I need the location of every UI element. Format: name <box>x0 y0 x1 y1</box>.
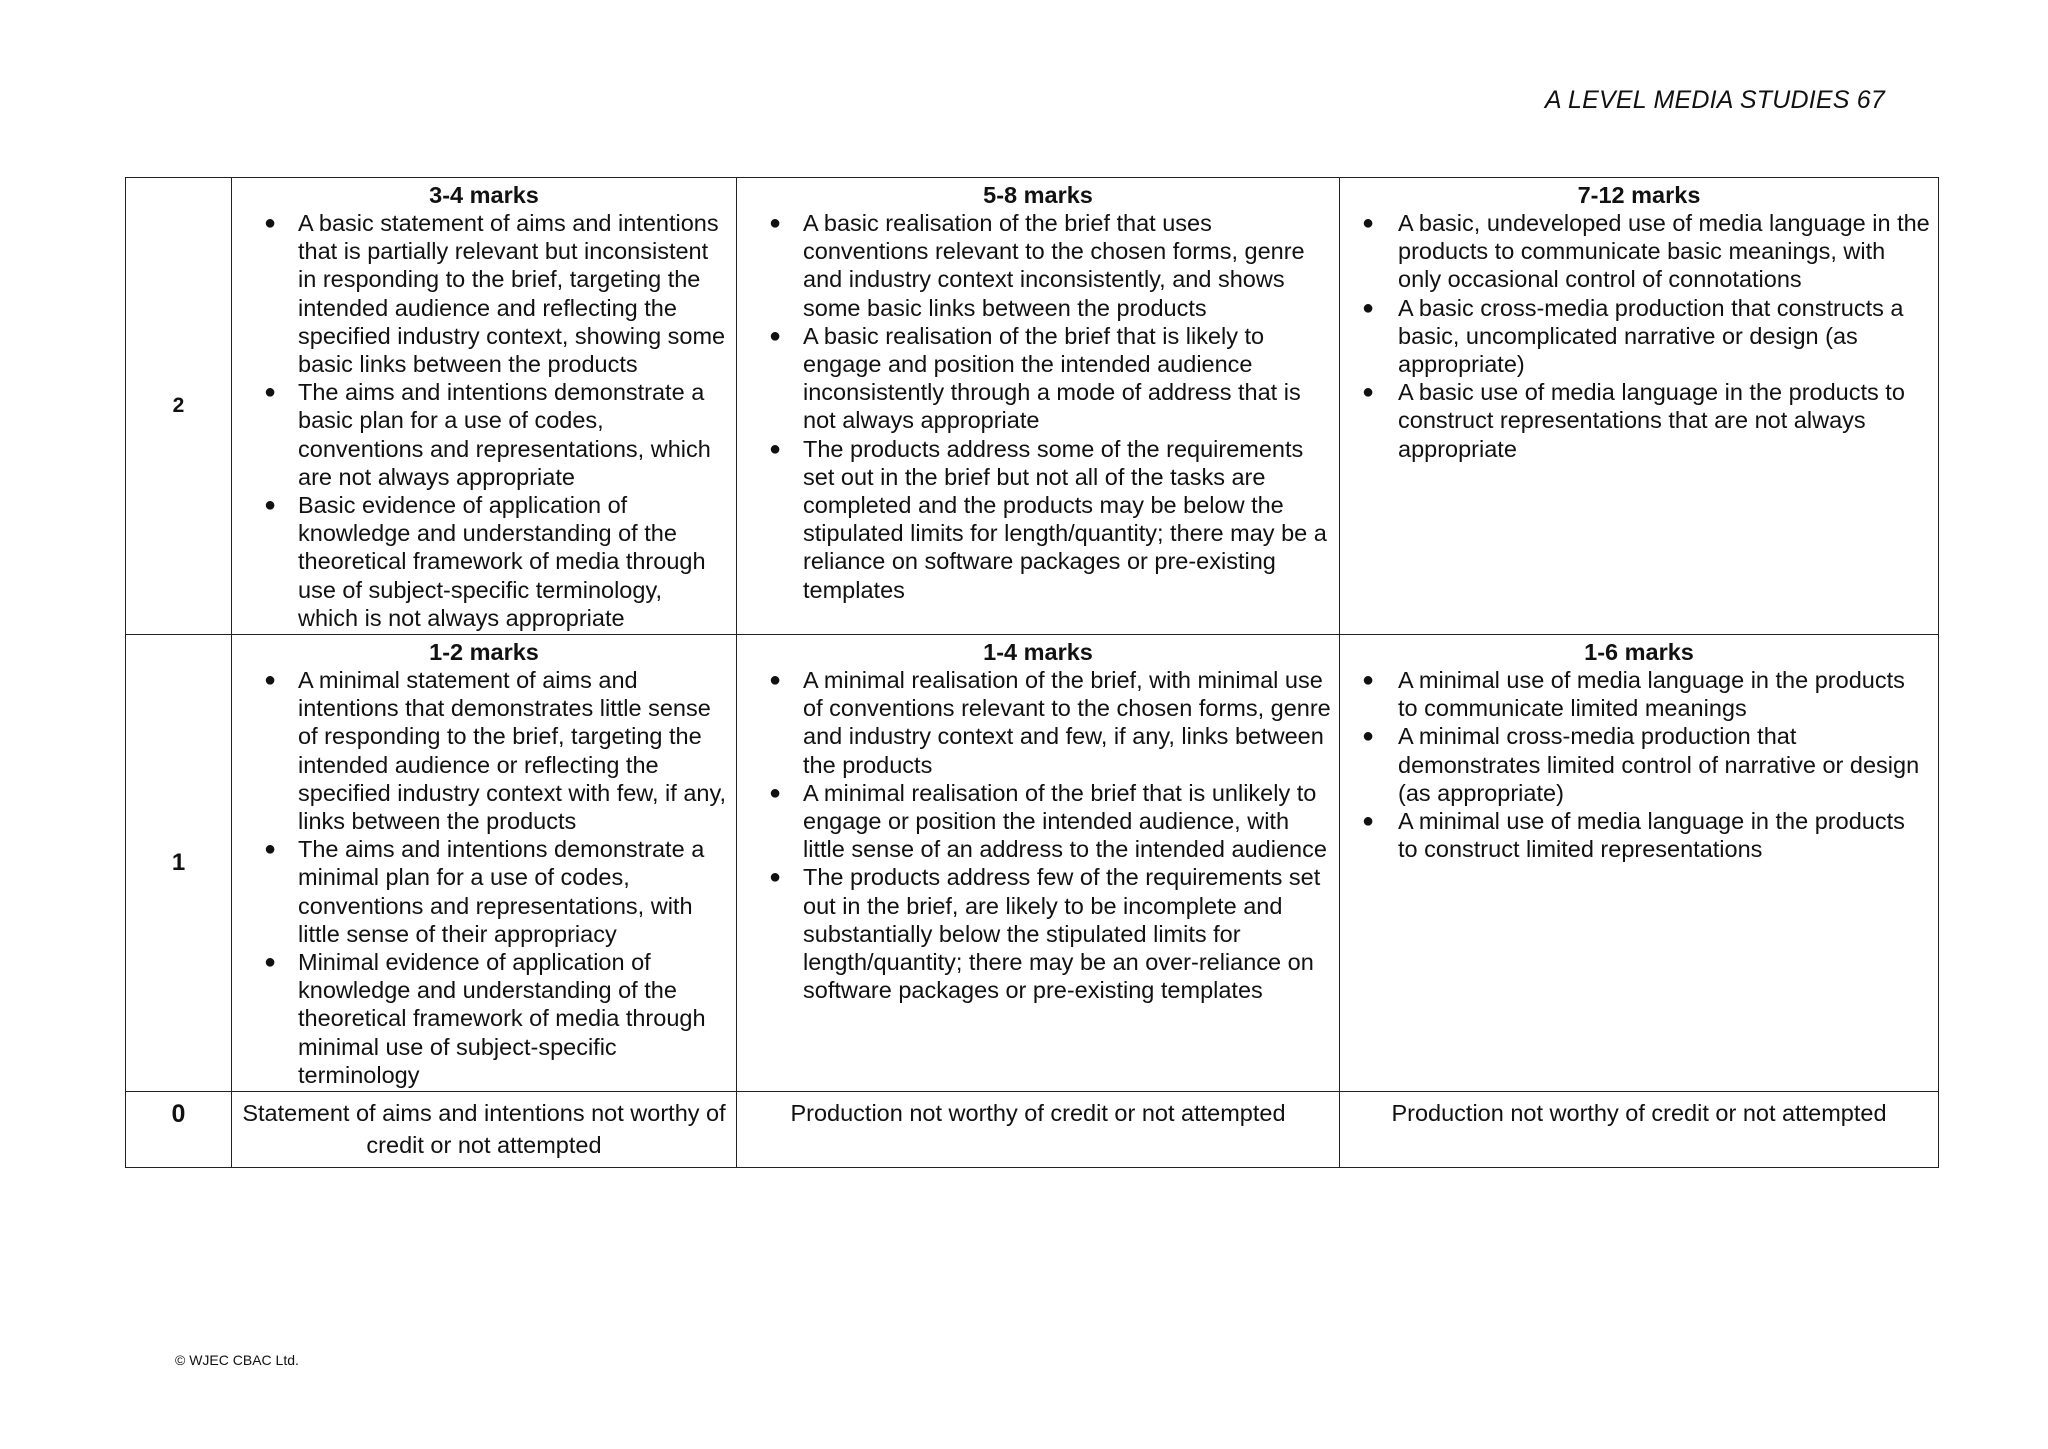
bullet-icon: ● <box>1362 725 1375 748</box>
criterion-item <box>745 779 1331 864</box>
level-number: 1 <box>126 635 232 1092</box>
criterion-item <box>1348 722 1930 807</box>
band-heading: 1-2 marks <box>429 639 539 666</box>
page-header: A LEVEL MEDIA STUDIES 67 <box>1544 86 1885 114</box>
copyright-footer: © WJEC CBAC Ltd. <box>175 1352 299 1368</box>
band-cell <box>737 635 1340 1092</box>
band-cell <box>1340 178 1939 635</box>
criterion-text: A basic statement of aims and intentions that is partially relevant but inconsistent in responding to the brief, targeting the intended audience and reflecting the specified industry context, showing some basic links between the products <box>298 210 726 378</box>
bullet-icon: ● <box>264 951 277 974</box>
criterion-item <box>240 948 728 1089</box>
bullet-icon: ● <box>1362 381 1375 404</box>
marking-grid-table <box>125 177 1939 1168</box>
criterion-text: A basic, undeveloped use of media language in the products to communicate basic meanings, with only occasional control of connotations <box>1398 210 1930 293</box>
criterion-item <box>240 378 728 491</box>
criterion-text: A basic cross-media production that constructs a basic, uncomplicated narrative or design (as appropriate) <box>1398 294 1904 378</box>
bullet-icon: ● <box>264 669 277 692</box>
band-heading: 7-12 marks <box>1577 182 1701 208</box>
criteria-list <box>1348 209 1930 463</box>
criterion-item <box>240 835 728 948</box>
criterion-item <box>1348 807 1930 863</box>
band-cell <box>737 178 1340 635</box>
level-number: 2 <box>126 178 232 635</box>
level-number: 0 <box>126 1092 232 1168</box>
criterion-text: A basic use of media language in the products to construct representations that are not always appropriate <box>1398 379 1905 462</box>
criteria-list <box>745 209 1331 604</box>
criterion-text: A minimal statement of aims and intentions that demonstrates little sense of responding to the brief, targeting the intended audience or reflecting the specified industry context with few, if any, links between the products <box>298 667 726 835</box>
bullet-icon: ● <box>769 437 782 460</box>
criterion-item <box>745 209 1331 322</box>
bullet-icon: ● <box>264 212 277 234</box>
zero-cell: Production not worthy of credit or not attempted <box>1340 1092 1939 1168</box>
criteria-list <box>240 209 728 632</box>
criterion-item <box>240 666 728 835</box>
criterion-item <box>1348 294 1930 379</box>
band-cell <box>1340 635 1939 1092</box>
criterion-text: A minimal cross-media production that demonstrates limited control of narrative or design (as appropriate) <box>1398 723 1920 806</box>
bullet-icon: ● <box>264 838 277 861</box>
band-heading: 1-6 marks <box>1584 639 1694 666</box>
zero-cell: Production not worthy of credit or not attempted <box>737 1092 1340 1168</box>
bullet-icon: ● <box>769 669 782 692</box>
level-0-row <box>126 1092 1939 1168</box>
bullet-icon: ● <box>1362 296 1375 319</box>
criterion-text: The aims and intentions demonstrate a minimal plan for a use of codes, conventions and representations, with little sense of their appropriacy <box>298 836 705 947</box>
criterion-item <box>745 666 1331 779</box>
criterion-text: A basic realisation of the brief that uses conventions relevant to the chosen forms, genre and industry context inconsistently, and shows some basic links between the products <box>803 210 1305 321</box>
criterion-item <box>240 209 728 378</box>
criterion-text: The products address some of the requirements set out in the brief but not all of the tasks are completed and the products may be below the stipulated limits for length/quantity; there may be a reliance on software packages or pre-existing templates <box>803 435 1327 603</box>
level-1-row <box>126 635 1939 1092</box>
criterion-text: A minimal use of media language in the products to construct limited representations <box>1398 808 1905 863</box>
criterion-text: A minimal realisation of the brief, with minimal use of conventions relevant to the chosen forms, genre and industry context and few, if any, links between the products <box>803 667 1331 778</box>
criterion-text: A minimal use of media language in the products to communicate limited meanings <box>1398 667 1905 722</box>
bullet-icon: ● <box>264 494 277 517</box>
bullet-icon: ● <box>1362 212 1375 234</box>
criterion-item <box>745 322 1331 435</box>
band-cell <box>232 178 737 635</box>
band-heading: 1-4 marks <box>983 639 1093 666</box>
criteria-list <box>240 666 728 1089</box>
criterion-item <box>745 863 1331 1004</box>
bullet-icon: ● <box>1362 669 1375 692</box>
criteria-list <box>745 666 1331 1004</box>
level-2-row <box>126 178 1939 635</box>
criterion-text: Basic evidence of application of knowledge and understanding of the theoretical framework of media through use of subject-specific terminology, which is not always appropriate <box>298 492 706 631</box>
criterion-text: A minimal realisation of the brief that is unlikely to engage or position the intended audience, with little sense of an address to the intended audience <box>803 779 1327 863</box>
criterion-text: The products address few of the requirements set out in the brief, are likely to be incomplete and substantially below the stipulated limits for length/quantity; there may be an over-reliance on software packages or pre-existing templates <box>803 864 1321 1004</box>
band-heading: 3-4 marks <box>429 182 539 208</box>
criterion-item <box>1348 378 1930 463</box>
criterion-item <box>745 435 1331 604</box>
band-heading: 5-8 marks <box>983 182 1093 208</box>
bullet-icon: ● <box>769 324 782 347</box>
bullet-icon: ● <box>264 381 277 404</box>
bullet-icon: ● <box>769 212 782 234</box>
zero-cell: Statement of aims and intentions not worthy of credit or not attempted <box>232 1092 737 1168</box>
criterion-text: A basic realisation of the brief that is likely to engage and position the intended audience inconsistently through a mode of address that is not always appropriate <box>803 322 1301 434</box>
bullet-icon: ● <box>1362 810 1375 833</box>
criterion-text: Minimal evidence of application of knowledge and understanding of the theoretical framework of media through minimal use of subject-specific terminology <box>298 949 706 1088</box>
band-cell <box>232 635 737 1092</box>
criterion-item <box>1348 666 1930 722</box>
criterion-item <box>240 491 728 632</box>
bullet-icon: ● <box>769 866 782 889</box>
bullet-icon: ● <box>769 781 782 804</box>
criterion-text: The aims and intentions demonstrate a basic plan for a use of codes, conventions and representations, which are not always appropriate <box>298 379 711 490</box>
criterion-item <box>1348 209 1930 294</box>
criteria-list <box>1348 666 1930 863</box>
